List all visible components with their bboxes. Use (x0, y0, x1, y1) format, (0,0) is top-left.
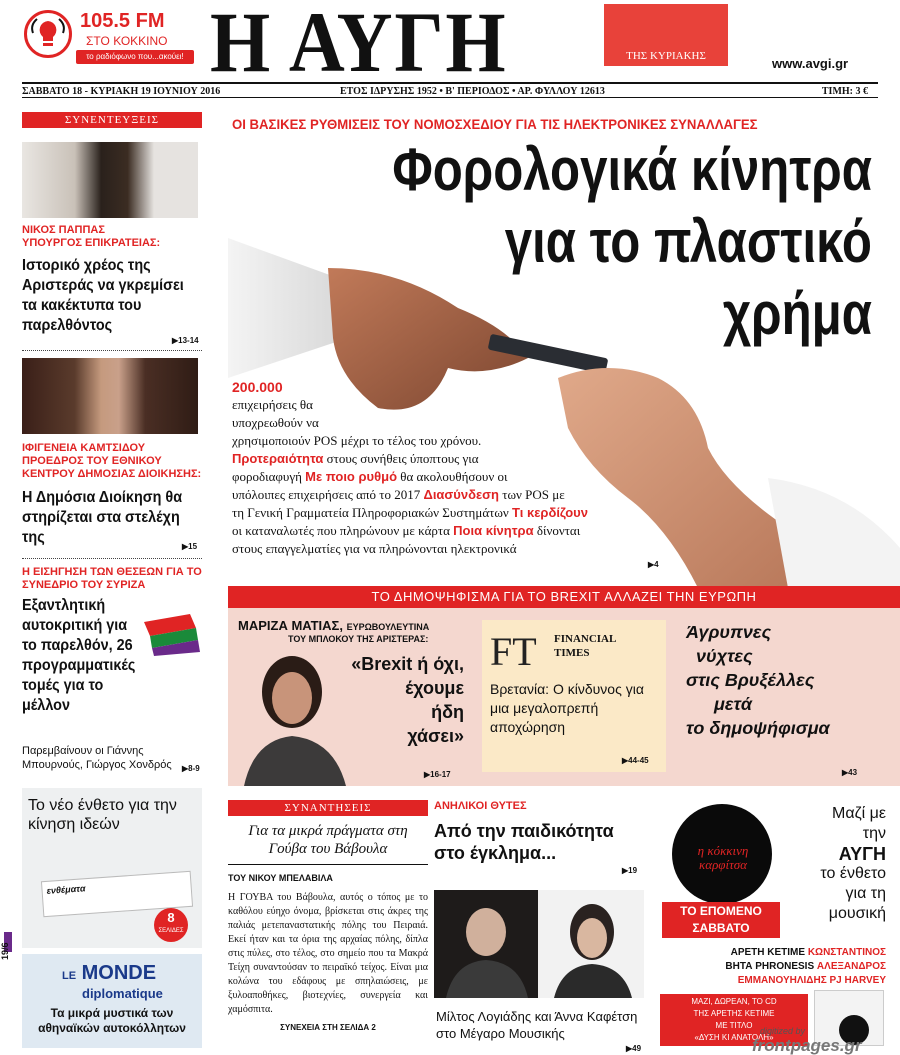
kamtsidou-headline[interactable]: Η Δημόσια Διοίκηση θα στηρίζεται στα στελέχη της (22, 489, 183, 546)
le-monde-sub: diplomatique (82, 986, 163, 1001)
kamtsidou-photo[interactable] (22, 358, 198, 434)
watermark-top: digitized by (760, 1026, 806, 1036)
radio-ad[interactable] (24, 8, 194, 64)
main-summary (232, 378, 672, 558)
radio-tagline: το ραδιόφωνο που...ακούει! (76, 50, 194, 64)
dateline (22, 82, 878, 98)
divider (22, 350, 202, 351)
summary-line: χρησιμοποιούν POS μέχρι το τέλος του χρόνου. (232, 433, 482, 448)
headline-line-2: για το πλαστικό (504, 208, 872, 275)
meetings-body: Η ΓΟΥΒΑ του Βάβουλα, αυτός ο τόπος με το καθόλου εύηχο όνομα, βρίσκεται στις άκρες της παλιάς μετεπαναστατικής πόλης του Πειραιά. Εκεί ήταν και τα όρια της αρχαίας πόλης, δίπλα στις πύλες, στο τέλος, στο σημείο που τα Μακρά Τείχη συναντούσαν το πειραϊκό τείχος. Είναι μια κολώνα του εδάφους με σπηλαιώσεις, με ξυλοαποθήκες, βιοτεχνίες, συνεργεία και χαμόσπιτα. (228, 892, 428, 1015)
cd-cover[interactable] (672, 804, 772, 904)
issue-price: ΤΙΜΗ: 3 € (821, 86, 868, 97)
stat-figure: 200.000 (232, 379, 283, 395)
pappas-name: ΝΙΚΟΣ ΠΑΠΠΑΣ (22, 224, 105, 236)
summary-line: στους επαγγελματίες για να πληρώνονται ηλεκτρονικά (232, 541, 517, 556)
juvenile-crime-column (434, 800, 648, 1053)
meetings-byline: ΤΟΥ ΝΙΚΟΥ ΜΠΕΛΑΒΙΛΑ (228, 873, 333, 883)
quote-line: έχουμε (405, 678, 464, 698)
issue-date: ΣΑΒΒΑΤΟ 18 - ΚΥΡΙΑΚΗ 19 ΙΟΥΝΙΟΥ 2016 (22, 86, 221, 97)
brussels-headline[interactable]: Άγρυπνες νύχτες στις Βρυξέλλες μετά το δημοψήφισμα (686, 622, 830, 738)
divider (22, 558, 202, 559)
ft-name: FINANCIAL TIMES (554, 633, 617, 659)
radio-subtitle: ΣΤΟ ΚΟΚΚΙΝΟ (86, 34, 168, 48)
le-monde-logo: LE MONDE (62, 962, 157, 984)
pages-badge-number: 8 (167, 910, 175, 925)
musicians-page-ref[interactable]: ▶49 (626, 1044, 642, 1053)
summary-line: επιχειρήσεις θα (232, 397, 313, 412)
next-saturday-badge: ΤΟ ΕΠΟΜΕΝΟ ΣΑΒΒΑΤΟ (662, 902, 780, 938)
pages-badge-label: ΣΕΛΙΔΕΣ (158, 928, 184, 934)
interviews-section-label: ΣΥΝΕΝΤΕΥΞΕΙΣ (22, 112, 202, 128)
syriza-page-ref[interactable]: ▶8-9 (182, 764, 200, 773)
pappas-headline[interactable]: Ιστορικό χρέος της Αριστεράς να γκρεμίσει τα κακέκτυπα του παρελθόντος (22, 257, 184, 334)
musicians-caption: Μίλτος Λογιάδης και Άννα Καφέτση στο Μέγαρο Μουσικής (436, 1009, 638, 1041)
matias-role: ΤΟΥ ΜΠΛΟΚΟΥ ΤΗΣ ΑΡΙΣΤΕΡΑΣ: (288, 634, 429, 644)
free-cd-box: ΜΑΖΙ, ΔΩΡΕΑΝ, ΤΟ CD ΤΗΣ ΑΡΕΤΗΣ ΚΕΤΙΜΕ ΜΕ ΤΙΤΛΟ «ΔΥΣΗ ΚΙ ΑΝΑΤΟΛΗ» (660, 994, 808, 1046)
edge-date: 19/6 (0, 942, 10, 960)
meetings-column (228, 800, 428, 1032)
artists-list: ΑΡΕΤΗ ΚΕΤΙΜΕ ΚΩΝΣΤΑΝΤΙΝΟΣ ΒΗΤΑ PHRONESIS ΑΛΕΞΑΝΔΡΟΣ ΕΜΜΑΝΟΥΗΛΙΔΗΣ PJ HARVEY (725, 947, 886, 986)
summary-line: τη Γενική Γραμματεία Πληροφοριακών Συστημάτων Τι κερδίζουν (232, 505, 588, 520)
main-page-ref[interactable]: ▶4 (648, 560, 659, 569)
juvenile-page-ref[interactable]: ▶19 (622, 866, 638, 875)
juvenile-headline[interactable]: Από την παιδικότητα στο έγκλημα... (434, 821, 614, 863)
le-monde-insert[interactable] (22, 954, 202, 1048)
main-headline[interactable] (232, 136, 872, 347)
juvenile-kicker: ΑΝΗΛΙΚΟΙ ΘΥΤΕΣ (434, 800, 527, 812)
enthemata-text: Το νέο ένθετο για την κίνηση ιδεών (28, 797, 177, 833)
quote-line: χάσει» (407, 726, 464, 746)
kamtsidou-name: ΙΦΙΓΕΝΕΙΑ ΚΑΜΤΣΙΔΟΥ (22, 442, 146, 454)
watermark: frontpages.gr (752, 1036, 862, 1055)
pappas-role: ΥΠΟΥΡΓΟΣ ΕΠΙΚΡΑΤΕΙΑΣ: (22, 237, 161, 249)
ft-headline: Βρετανία: Ο κίνδυνος για μια μεγαλοπρεπή αποχώρηση (490, 681, 644, 735)
brexit-panel (228, 608, 900, 786)
cd-title: η κόκκινη καρφίτσα (697, 843, 749, 872)
musicians-photo[interactable] (434, 890, 644, 998)
pappas-photo[interactable] (22, 142, 198, 218)
meetings-title[interactable]: Για τα μικρά πράγματα στη Γούβα του Βάβουλα (248, 823, 408, 857)
radio-frequency: 105.5 FM (80, 10, 165, 32)
summary-line: φοροδιαφυγή Με ποιο ρυθμό θα ακολουθήσουν οι (232, 469, 508, 484)
meetings-continued[interactable]: ΣΥΝΕΧΕΙΑ ΣΤΗ ΣΕΛΙΔΑ 2 (280, 1023, 376, 1032)
matias-quote[interactable] (324, 652, 464, 748)
syriza-kicker: Η ΕΙΣΗΓΗΣΗ ΤΩΝ ΘΕΣΕΩΝ ΓΙΑ ΤΟ ΣΥΝΕΔΡΙΟ ΤΟΥ ΣΥΡΙΖΑ (22, 566, 202, 591)
headline-line-1: Φορολογικά κίνητρα (392, 136, 872, 203)
syriza-note: Παρεμβαίνουν οι Γιάννης Μπουρνούς, Γιώργος Χονδρός (22, 745, 172, 771)
sunday-label: ΤΗΣ ΚΥΡΙΑΚΗΣ (626, 50, 706, 62)
matias-page-ref[interactable]: ▶16-17 (424, 770, 451, 779)
brussels-page-ref[interactable]: ▶43 (842, 768, 858, 777)
pages-badge (154, 908, 188, 942)
main-kicker: ΟΙ ΒΑΣΙΚΕΣ ΡΥΘΜΙΣΕΙΣ ΤΟΥ ΝΟΜΟΣΧΕΔΙΟΥ ΓΙΑ ΤΙΣ ΗΛΕΚΤΡΟΝΙΚΕΣ ΣΥΝΑΛΛΑΓΕΣ (232, 116, 758, 132)
le-monde-headline: Τα μικρά μυστικά των αθηναϊκών αυτοκόλλητων (38, 1006, 186, 1035)
enthemata-cover-title: ενθέματα (46, 883, 86, 896)
syriza-headline[interactable]: Εξαντλητική αυτοκριτική για το παρελθόν, 26 προγραμματικές τομές για το μέλλον (22, 597, 136, 714)
kamtsidou-role: ΠΡΟΕΔΡΟΣ ΤΟΥ ΕΘΝΙΚΟΥ ΚΕΝΤΡΟΥ ΔΗΜΟΣΙΑΣ ΔΙΟΙΚΗΣΗΣ: (22, 455, 202, 480)
ft-box[interactable] (482, 620, 666, 772)
meetings-section-label: ΣΥΝΑΝΤΗΣΕΙΣ (228, 800, 428, 816)
website-link[interactable]: www.avgi.gr (772, 56, 849, 71)
lightbulb-icon (24, 10, 72, 58)
left-column (22, 112, 202, 1052)
enthemata-insert[interactable] (22, 788, 202, 948)
pappas-page-ref[interactable]: ▶13-14 (172, 336, 199, 345)
kamtsidou-page-ref[interactable]: ▶15 (182, 542, 198, 551)
summary-line: οι καταναλωτές που πληρώνουν με κάρτα Ποια κίνητρα δίνονται (232, 523, 581, 538)
quote-line: «Brexit ή όχι, (351, 654, 464, 674)
ft-logo: FT (490, 629, 537, 674)
newspaper-logo[interactable]: Η ΑΥΓΗ (210, 0, 508, 90)
matias-name: ΜΑΡΙΖΑ ΜΑΤΙΑΣ, ΕΥΡΩΒΟΥΛΕΥΤΙΝΑ (238, 618, 430, 633)
summary-line: Προτεραιότητα στους συνήθεις ύποπτους για (232, 451, 479, 466)
brexit-section-bar: ΤΟ ΔΗΜΟΨΗΦΙΣΜΑ ΓΙΑ ΤΟ BREXIT ΑΛΛΑΖΕΙ ΤΗΝ ΕΥΡΩΠΗ (228, 586, 900, 608)
party-flag-icon (140, 612, 200, 656)
headline-line-3: χρήμα (722, 280, 872, 347)
quote-line: ήδη (431, 702, 464, 722)
ft-page-ref[interactable]: ▶44-45 (622, 756, 649, 765)
masthead (0, 0, 900, 90)
summary-line: υπόλοιπες επιχειρήσεις από το 2017 Διασύνδεση των POS με (232, 487, 565, 502)
summary-line: υποχρεωθούν να (232, 415, 319, 430)
issue-edition: ΕΤΟΣ ΙΔΡΥΣΗΣ 1952 • Β' ΠΕΡΙΟΔΟΣ • ΑΡ. ΦΥΛΛΟΥ 12613 (340, 86, 605, 97)
music-insert-text: Μαζί με την ΑΥΓΗ το ένθετο για τη μουσική (820, 805, 886, 922)
